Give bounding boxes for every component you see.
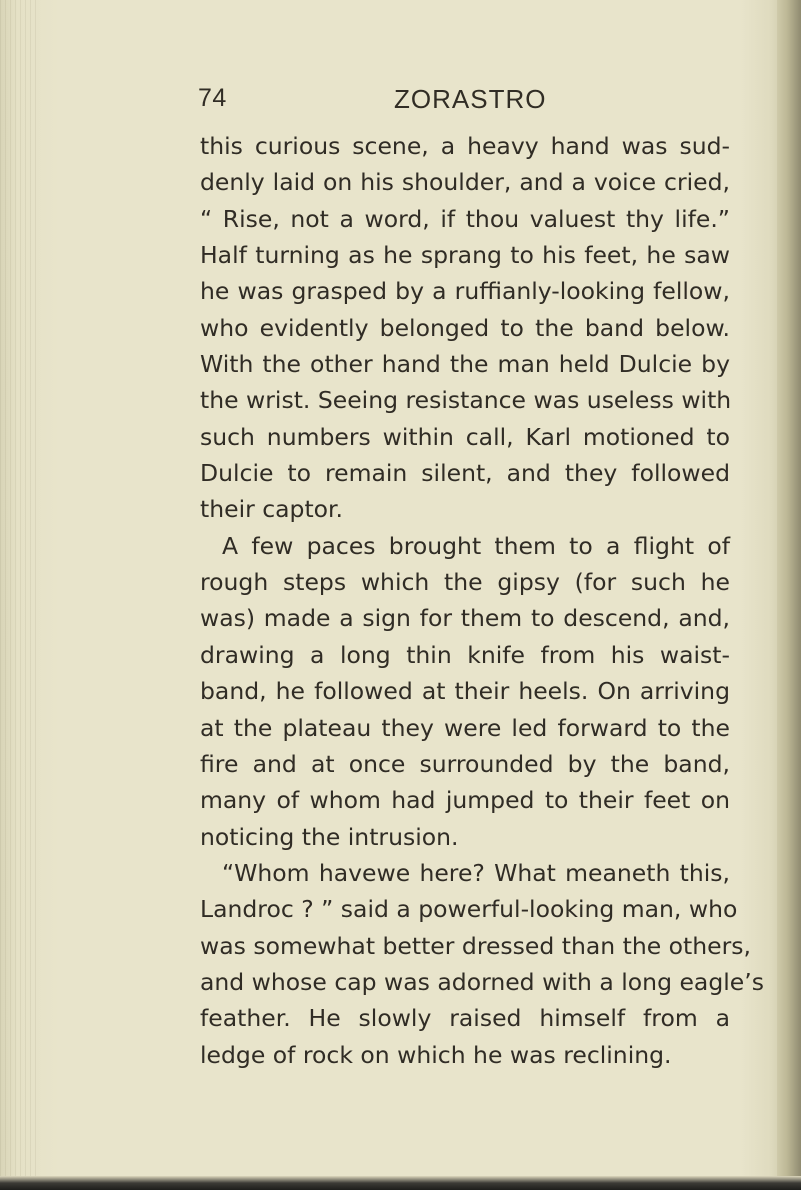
text-line: fire and at once surrounded by the band, [200, 749, 730, 778]
text-line: “Whom havewe here? What meaneth this, [222, 858, 730, 887]
text-line: Dulcie to remain silent, and they followed [200, 459, 730, 488]
text-line: was) made a sign for them to descend, and, [200, 604, 730, 633]
text-line: many of whom had jumped to their feet on [200, 786, 730, 815]
text-line: their captor. [200, 495, 344, 524]
text-line: such numbers within call, Karl motioned to [200, 422, 730, 451]
text-line: drawing a long thin knife from his waist- [200, 640, 730, 669]
text-line: Landroc ? ” said a powerful-looking man, who [200, 895, 738, 924]
text-line: he was grasped by a ruffianly-looking fellow, [200, 277, 730, 306]
text-line: was somewhat better dressed than the others, [200, 931, 751, 960]
page-number: 74 [198, 84, 227, 112]
body-text [200, 128, 764, 1073]
text-line: who evidently belonged to the band below. [200, 313, 730, 342]
text-line: A few paces brought them to a flight of [222, 531, 730, 560]
text-line: rough steps which the gipsy (for such he [200, 568, 730, 597]
text-line: With the other hand the man held Dulcie by [200, 350, 730, 379]
text-line: feather. He slowly raised himself from a [200, 1004, 730, 1033]
binding-edge [0, 0, 40, 1190]
text-line: denly laid on his shoulder, and a voice cried, [200, 168, 730, 197]
text-line: at the plateau they were led forward to the [200, 713, 730, 742]
text-line: this curious scene, a heavy hand was sud- [200, 132, 730, 160]
page-header [198, 84, 568, 118]
page-edge-bottom [0, 1176, 801, 1190]
text-line: Half turning as he sprang to his feet, he saw [200, 241, 730, 270]
text-line: the wrist. Seeing resistance was useless with [200, 386, 732, 415]
text-line: ledge of rock on which he was reclining. [200, 1040, 672, 1069]
text-line: band, he followed at their heels. On arriving [200, 677, 730, 706]
text-line: “ Rise, not a word, if thou valuest thy life.” [200, 204, 730, 233]
running-head: ZORASTRO [394, 84, 547, 114]
page-edge-right [777, 0, 801, 1190]
text-line: and whose cap was adorned with a long eagle’s [200, 967, 764, 996]
text-line: noticing the intrusion. [200, 822, 459, 851]
